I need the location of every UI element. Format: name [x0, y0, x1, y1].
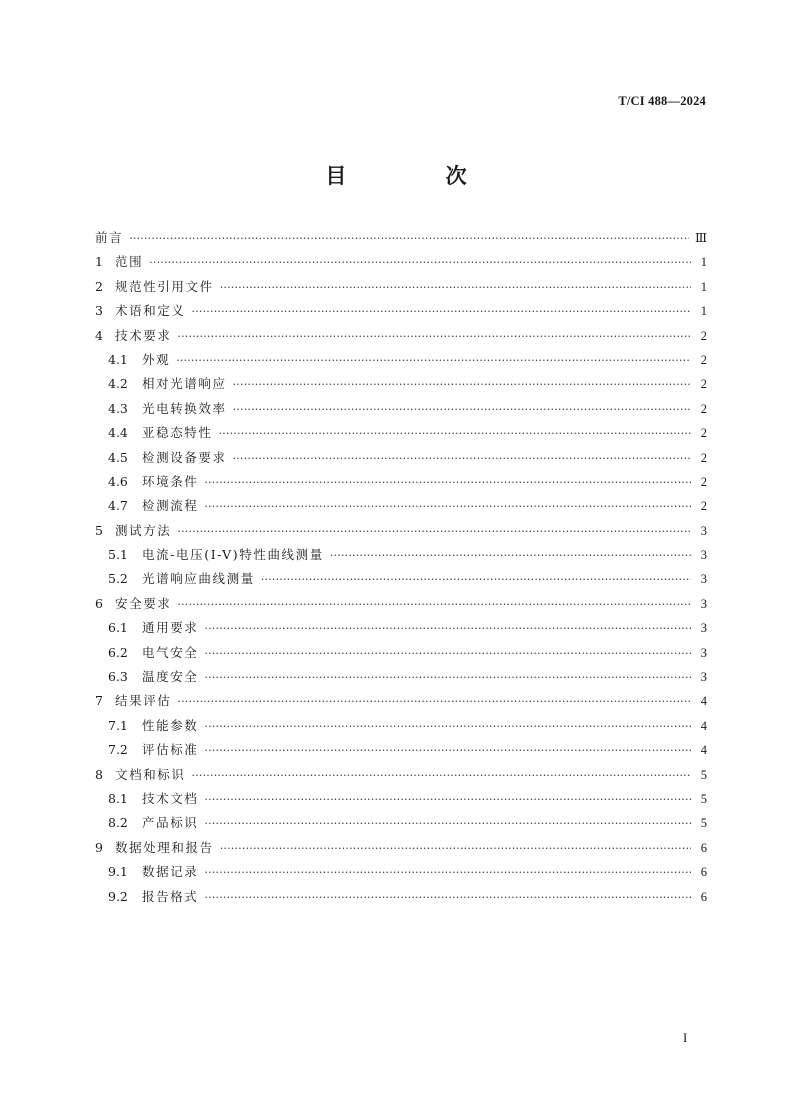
toc-leader-dots: [177, 593, 691, 617]
toc-entry[interactable]: [95, 275, 707, 299]
toc-entry-title: 数据处理和报告: [115, 839, 214, 855]
toc-entry-page: 2: [700, 401, 707, 416]
toc-entry-title: 结果评估: [115, 693, 172, 709]
toc-entry-title: 安全要求: [115, 595, 172, 611]
toc-entry[interactable]: [95, 860, 707, 884]
toc-entry-title: 光电转换效率: [142, 400, 227, 416]
toc-entry-page: Ⅲ: [694, 231, 707, 245]
document-code: T/CI 488—2024: [618, 94, 706, 108]
toc-entry[interactable]: [95, 836, 707, 860]
toc-entry[interactable]: [95, 348, 707, 372]
toc-entry-page: 6: [700, 840, 707, 855]
toc-entry-title: 温度安全: [142, 669, 199, 685]
toc-leader-dots: [233, 398, 691, 422]
toc-entry-number: 4.1: [108, 351, 128, 367]
toc-entry-title: 前言: [95, 230, 124, 245]
toc-entry[interactable]: [95, 689, 707, 713]
toc-leader-dots: [204, 812, 691, 836]
toc-leader-dots: [149, 251, 691, 275]
toc-entry-page: 2: [700, 328, 707, 343]
toc-entry[interactable]: [95, 641, 707, 665]
toc-entry[interactable]: [95, 885, 707, 909]
toc-entry-page: 5: [700, 767, 707, 782]
toc-entry-number: 9: [95, 839, 103, 855]
toc-entry[interactable]: [95, 616, 707, 640]
toc-entry-page: 4: [700, 694, 707, 709]
toc-entry-page: 3: [700, 645, 707, 660]
toc-leader-dots: [204, 715, 691, 739]
toc-entry-number: 6: [95, 595, 103, 611]
toc-leader-dots: [177, 325, 691, 349]
toc-entry-number: 1: [95, 254, 103, 270]
toc-entry-title: 检测流程: [142, 498, 199, 514]
toc-entry[interactable]: [95, 494, 707, 518]
toc-entry[interactable]: [95, 787, 707, 811]
toc-entry-number: 6.2: [108, 644, 128, 660]
toc-leader-dots: [192, 764, 691, 788]
toc-leader-dots: [204, 495, 691, 519]
toc-entry-title: 外观: [142, 351, 171, 367]
toc-entry-page: 3: [700, 572, 707, 587]
toc-entry-page: 4: [700, 718, 707, 733]
toc-entry-page: 1: [700, 304, 707, 319]
toc-entry[interactable]: [95, 519, 707, 543]
table-of-contents: [95, 226, 707, 909]
toc-entry[interactable]: [95, 811, 707, 835]
toc-entry-title: 电流-电压(I-V)特性曲线测量: [142, 547, 324, 563]
toc-leader-dots: [220, 837, 691, 861]
toc-entry-title: 通用要求: [142, 620, 199, 636]
toc-entry-page: 3: [700, 548, 707, 563]
toc-entry-number: 5.2: [108, 571, 128, 587]
toc-leader-dots: [204, 617, 691, 641]
toc-entry-title: 范围: [115, 254, 144, 270]
toc-entry-page: 1: [700, 279, 707, 294]
toc-leader-dots: [192, 300, 691, 324]
toc-entry-number: 4.7: [108, 498, 128, 514]
toc-entry[interactable]: [95, 714, 707, 738]
toc-entry[interactable]: [95, 738, 707, 762]
toc-entry-number: 4.6: [108, 473, 128, 489]
toc-entry[interactable]: [95, 543, 707, 567]
toc-entry-title: 报告格式: [142, 888, 199, 904]
toc-entry-title: 数据记录: [142, 864, 199, 880]
toc-entry-page: 2: [700, 450, 707, 465]
toc-leader-dots: [261, 568, 691, 592]
toc-entry-number: 9.1: [108, 864, 128, 880]
toc-entry-number: 5: [95, 522, 103, 538]
toc-entry-page: 2: [700, 377, 707, 392]
toc-entry-page: 6: [700, 865, 707, 880]
toc-entry-title: 环境条件: [142, 473, 199, 489]
toc-entry-number: 4.3: [108, 400, 128, 416]
toc-entry-number: 7.2: [108, 742, 128, 758]
toc-entry-page: 2: [700, 426, 707, 441]
toc-leader-dots: [204, 642, 691, 666]
toc-leader-dots: [204, 886, 691, 910]
toc-entry-number: 5.1: [108, 547, 128, 563]
toc-entry-title: 相对光谱响应: [142, 376, 227, 392]
toc-leader-dots: [204, 666, 691, 690]
toc-entry-number: 7: [95, 693, 103, 709]
toc-entry-number: 6.3: [108, 669, 128, 685]
toc-leader-dots: [176, 349, 691, 373]
toc-entry[interactable]: [95, 446, 707, 470]
toc-entry-page: 2: [700, 474, 707, 489]
toc-leader-dots: [204, 861, 691, 885]
toc-entry-page: 3: [700, 670, 707, 685]
toc-leader-dots: [233, 373, 691, 397]
toc-entry-title: 亚稳态特性: [142, 425, 213, 441]
toc-entry-title: 文档和标识: [115, 766, 186, 782]
toc-entry[interactable]: [95, 397, 707, 421]
toc-entry-page: 2: [700, 499, 707, 514]
toc-entry-page: 5: [700, 791, 707, 806]
toc-leader-dots: [204, 739, 691, 763]
toc-entry-number: 4.4: [108, 425, 128, 441]
toc-entry-number: 2: [95, 278, 103, 294]
toc-entry-title: 测试方法: [115, 522, 172, 538]
toc-entry-title: 技术要求: [115, 327, 172, 343]
toc-entry-number: 8: [95, 766, 103, 782]
toc-entry-page: 3: [700, 596, 707, 611]
toc-entry-page: 3: [700, 523, 707, 538]
toc-entry[interactable]: [95, 324, 707, 348]
toc-entry[interactable]: [95, 592, 707, 616]
toc-entry[interactable]: [95, 250, 707, 274]
toc-leader-dots: [204, 788, 691, 812]
toc-entry[interactable]: [95, 299, 707, 323]
page-number: I: [683, 1030, 688, 1045]
toc-entry-number: 7.1: [108, 717, 128, 733]
toc-entry-number: 6.1: [108, 620, 128, 636]
toc-entry-title: 产品标识: [142, 815, 199, 831]
toc-entry-title: 技术文档: [142, 790, 199, 806]
toc-entry-page: 6: [700, 889, 707, 904]
toc-entry-title: 术语和定义: [115, 303, 186, 319]
toc-entry-page: 1: [700, 255, 707, 270]
toc-entry[interactable]: [95, 226, 707, 250]
toc-entry-title: 检测设备要求: [142, 449, 227, 465]
toc-entry-title: 规范性引用文件: [115, 278, 214, 294]
toc-leader-dots: [177, 690, 691, 714]
toc-entry-page: 4: [700, 743, 707, 758]
toc-entry[interactable]: [95, 665, 707, 689]
toc-entry-page: 3: [700, 621, 707, 636]
toc-entry-title: 光谱响应曲线测量: [142, 571, 255, 587]
page-title: 目 次: [325, 164, 513, 188]
toc-entry-number: 4.5: [108, 449, 128, 465]
toc-entry-number: 8.1: [108, 790, 128, 806]
toc-entry[interactable]: [95, 763, 707, 787]
toc-entry[interactable]: [95, 567, 707, 591]
toc-entry-page: 5: [700, 816, 707, 831]
toc-entry-title: 电气安全: [142, 644, 199, 660]
toc-leader-dots: [204, 471, 691, 495]
toc-leader-dots: [233, 447, 691, 471]
toc-entry-number: 4.2: [108, 376, 128, 392]
toc-leader-dots: [177, 520, 691, 544]
toc-entry-number: 8.2: [108, 815, 128, 831]
toc-entry-number: 3: [95, 303, 103, 319]
toc-entry[interactable]: [95, 372, 707, 396]
toc-leader-dots: [220, 276, 691, 300]
toc-entry[interactable]: [95, 470, 707, 494]
toc-entry[interactable]: [95, 421, 707, 445]
toc-leader-dots: [219, 422, 691, 446]
toc-entry-title: 性能参数: [142, 717, 199, 733]
toc-entry-number: 4: [95, 327, 103, 343]
toc-entry-title: 评估标准: [142, 742, 199, 758]
toc-leader-dots: [129, 227, 689, 251]
toc-entry-number: 9.2: [108, 888, 128, 904]
toc-entry-page: 2: [700, 352, 707, 367]
toc-leader-dots: [330, 544, 691, 568]
